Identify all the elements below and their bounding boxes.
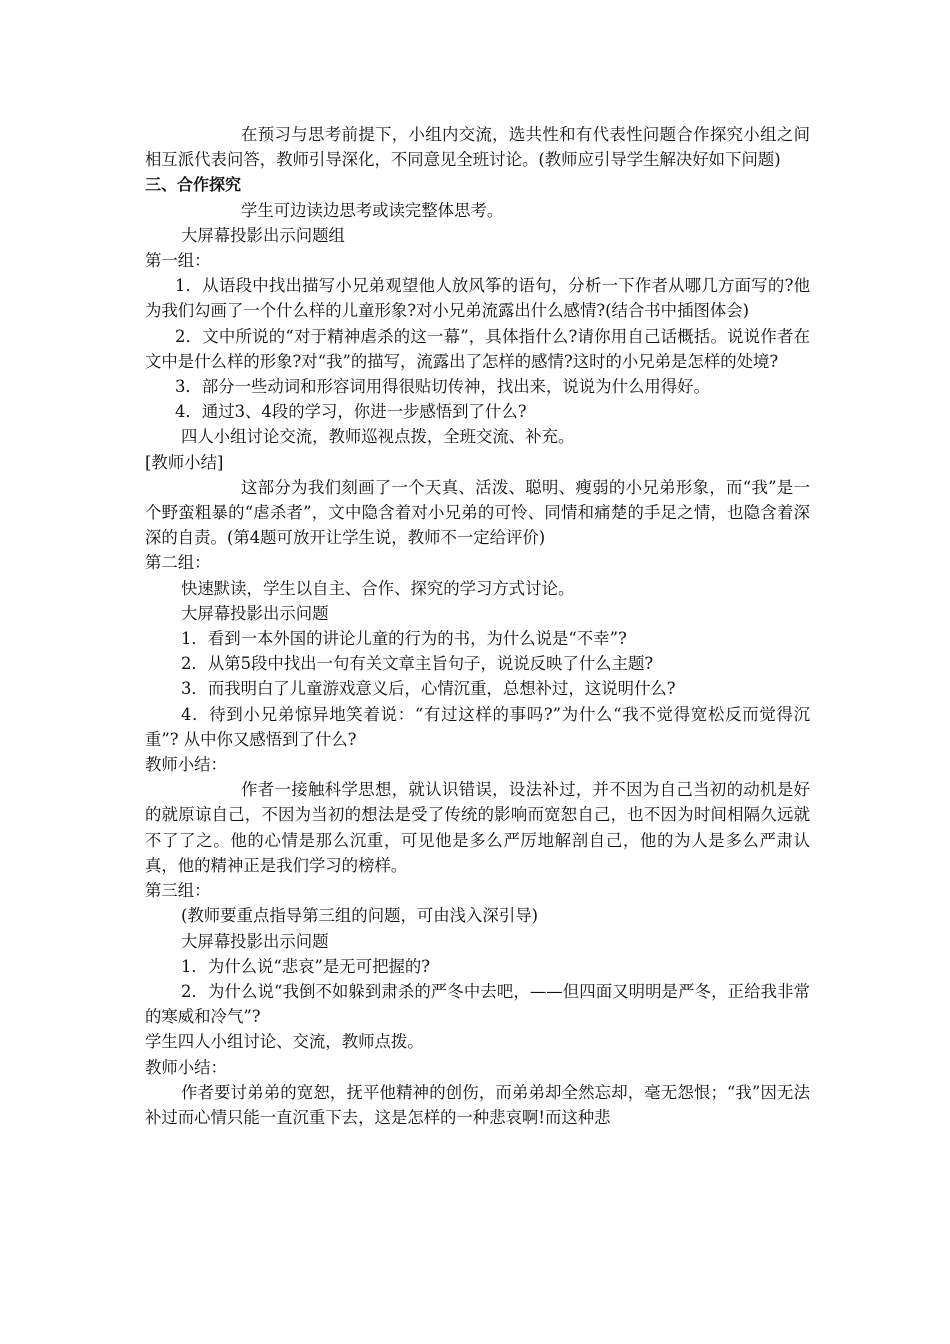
question-item: 2．文中所说的“对于精神虐杀的这一幕”，具体指什么?请你用自己话概括。说说作者在文中是什么样的形象?对“我”的描写，流露出了怎样的感情?这时的小兄弟是怎样的处境?: [145, 326, 810, 371]
paragraph: (教师要重点指导第三组的问题，可由浅入深引导): [181, 906, 538, 926]
intro-paragraph: 在预习与思考前提下，小组内交流，选共性和有代表性问题合作探究小组之间相互派代表问答，教师引导深化，不同意见全班讨论。(教师应引导学生解决好如下问题): [145, 125, 810, 170]
question-item: 3．而我明白了儿童游戏意义后，心情沉重，总想补过，这说明什么?: [181, 679, 676, 699]
summary-label: 教师小结：: [145, 1057, 227, 1077]
summary-label: [教师小结]: [145, 452, 224, 472]
paragraph: 学生四人小组讨论、交流，教师点拨。: [145, 1032, 424, 1052]
summary-paragraph: 作者要讨弟弟的宽恕，抚平他精神的创伤，而弟弟却全然忘却，毫无怨恨；“我”因无法补过而心情只能一直沉重下去，这是怎样的一种悲哀啊!而这种悲: [145, 1082, 810, 1127]
document-body: [145, 122, 810, 1130]
summary-label: 教师小结：: [145, 755, 227, 775]
question-item: 4．待到小兄弟惊异地笑着说：“有过这样的事吗?”为什么“我不觉得宽松反而觉得沉重”? 从中你又感悟到了什么?: [145, 704, 810, 749]
summary-paragraph: 作者一接触科学思想，就认识错误，设法补过，并不因为自己当初的动机是好的就原谅自己，不因为当初的想法是受了传统的影响而宽恕自己，也不因为时间相隔久远就不了了之。他的心情是那么沉重，可见他是多么严厉地解剖自己，他的为人是多么严肃认真，他的精神正是我们学习的榜样。: [145, 780, 810, 875]
question-item: 3．部分一些动词和形容词用得很贴切传神，找出来，说说为什么用得好。: [175, 377, 710, 397]
question-item: 1．从语段中找出描写小兄弟观望他人放风筝的语句，分析一下作者从哪几方面写的?他为我们勾画了一个什么样的儿童形象?对小兄弟流露出什么感情?(结合书中插图体会): [145, 276, 810, 321]
section-heading: 三、合作探究: [145, 175, 242, 195]
question-item: 1．看到一本外国的讲论儿童的行为的书，为什么说是“不幸”?: [181, 629, 627, 649]
paragraph: 大屏幕投影出示问题: [181, 931, 329, 951]
paragraph: 大屏幕投影出示问题组: [181, 225, 345, 245]
paragraph: 大屏幕投影出示问题: [181, 603, 329, 623]
summary-paragraph: 这部分为我们刻画了一个天真、活泼、聪明、瘦弱的小兄弟形象，而“我”是一个野蛮粗暴的“虐杀者”，文中隐含着对小兄弟的可怜、同情和痛楚的手足之情，也隐含着深深的自责。(第4题可放开让学生说，教师不一定给评价): [145, 477, 810, 548]
paragraph: 学生可边读边思考或读完整体思考。: [241, 200, 504, 220]
paragraph: 快速默读，学生以自主、合作、探究的学习方式讨论。: [181, 578, 575, 598]
question-item: 2．从第5段中找出一句有关文章主旨句子，说说反映了什么主题?: [181, 654, 654, 674]
question-item: 2．为什么说“我倒不如躲到肃杀的严冬中去吧，——但四面又明明是严冬，正给我非常的寒威和冷气”?: [145, 981, 810, 1027]
group-label: 第三组：: [145, 881, 211, 901]
question-item: 4．通过3、4段的学习，你进一步感悟到了什么?: [175, 402, 527, 422]
paragraph: 四人小组讨论交流，教师巡视点拨，全班交流、补充。: [181, 427, 575, 447]
question-item: 1．为什么说“悲哀”是无可把握的?: [181, 956, 431, 976]
group-label: 第一组：: [145, 251, 211, 271]
group-label: 第二组：: [145, 553, 211, 573]
